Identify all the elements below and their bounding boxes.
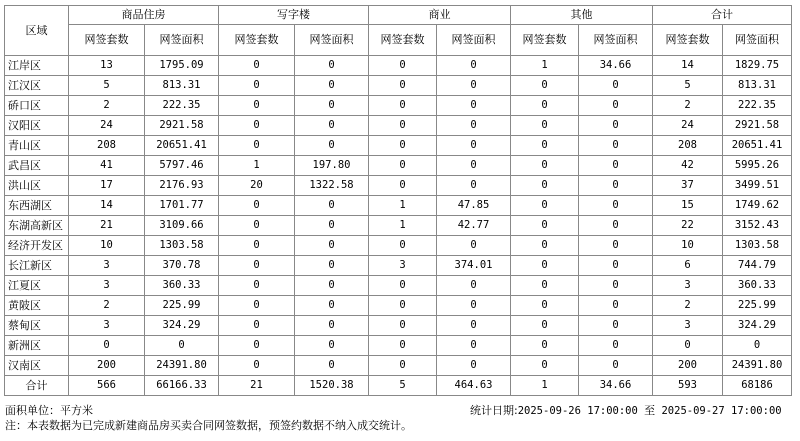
- header-sub-area: 网签面积: [295, 25, 369, 56]
- table-row: [5, 276, 792, 296]
- count-cell: 0: [511, 96, 579, 116]
- area-cell: 0: [437, 96, 511, 116]
- area-cell: 813.31: [145, 76, 219, 96]
- area-cell: 0: [295, 116, 369, 136]
- area-cell: 0: [295, 76, 369, 96]
- area-cell: 66166.33: [145, 376, 219, 396]
- district-name: 长江新区: [5, 256, 69, 276]
- count-cell: 1: [369, 196, 437, 216]
- count-cell: 6: [653, 256, 723, 276]
- district-name: 东西湖区: [5, 196, 69, 216]
- area-cell: 5797.46: [145, 156, 219, 176]
- count-cell: 0: [511, 336, 579, 356]
- count-cell: 0: [511, 136, 579, 156]
- area-cell: 0: [437, 56, 511, 76]
- count-cell: 0: [219, 76, 295, 96]
- table-row: [5, 116, 792, 136]
- area-cell: 464.63: [437, 376, 511, 396]
- header-sub-area: 网签面积: [723, 25, 792, 56]
- area-cell: 0: [295, 96, 369, 116]
- table-row: [5, 236, 792, 256]
- area-cell: 0: [437, 176, 511, 196]
- area-cell: 197.80: [295, 156, 369, 176]
- count-cell: 0: [369, 316, 437, 336]
- header-row-groups: [5, 6, 792, 25]
- table-row-total: [5, 376, 792, 396]
- count-cell: 0: [511, 176, 579, 196]
- count-cell: 1: [369, 216, 437, 236]
- area-cell: 0: [295, 56, 369, 76]
- area-cell: 0: [295, 196, 369, 216]
- table-row: [5, 156, 792, 176]
- count-cell: 0: [369, 296, 437, 316]
- area-cell: 360.33: [723, 276, 792, 296]
- count-cell: 0: [69, 336, 145, 356]
- header-row-sub: [5, 25, 792, 56]
- count-cell: 20: [219, 176, 295, 196]
- area-cell: 0: [437, 236, 511, 256]
- area-cell: 0: [295, 356, 369, 376]
- area-cell: 3109.66: [145, 216, 219, 236]
- count-cell: 0: [369, 276, 437, 296]
- area-cell: 0: [579, 356, 653, 376]
- district-name: 江汉区: [5, 76, 69, 96]
- count-cell: 2: [69, 96, 145, 116]
- area-cell: 1795.09: [145, 56, 219, 76]
- area-cell: 42.77: [437, 216, 511, 236]
- header-sub-area: 网签面积: [437, 25, 511, 56]
- count-cell: 3: [369, 256, 437, 276]
- area-cell: 3499.51: [723, 176, 792, 196]
- district-name: 新洲区: [5, 336, 69, 356]
- district-name: 江夏区: [5, 276, 69, 296]
- count-cell: 0: [511, 276, 579, 296]
- count-cell: 0: [369, 236, 437, 256]
- area-cell: 225.99: [723, 296, 792, 316]
- area-cell: 0: [295, 216, 369, 236]
- area-cell: 1322.58: [295, 176, 369, 196]
- count-cell: 0: [511, 236, 579, 256]
- header-group-residential: 商品住房: [69, 6, 219, 25]
- count-cell: 5: [653, 76, 723, 96]
- header-sub-count: 网签套数: [511, 25, 579, 56]
- district-name: 青山区: [5, 136, 69, 156]
- count-cell: 1: [219, 156, 295, 176]
- header-group-total: 合计: [653, 6, 792, 25]
- area-cell: 0: [437, 356, 511, 376]
- area-cell: 2921.58: [723, 116, 792, 136]
- area-cell: 1303.58: [145, 236, 219, 256]
- count-cell: 0: [511, 156, 579, 176]
- stat-date-to-word: 至: [644, 404, 656, 417]
- count-cell: 0: [219, 116, 295, 136]
- count-cell: 5: [369, 376, 437, 396]
- table-row: [5, 296, 792, 316]
- area-cell: 324.29: [723, 316, 792, 336]
- count-cell: 0: [369, 176, 437, 196]
- count-cell: 0: [219, 56, 295, 76]
- area-cell: 34.66: [579, 56, 653, 76]
- area-cell: 370.78: [145, 256, 219, 276]
- count-cell: 2: [69, 296, 145, 316]
- header-sub-count: 网签套数: [653, 25, 723, 56]
- count-cell: 0: [511, 356, 579, 376]
- area-cell: 0: [437, 156, 511, 176]
- area-cell: 1701.77: [145, 196, 219, 216]
- count-cell: 566: [69, 376, 145, 396]
- count-cell: 14: [653, 56, 723, 76]
- table-row: [5, 256, 792, 276]
- count-cell: 0: [511, 256, 579, 276]
- area-cell: 34.66: [579, 376, 653, 396]
- count-cell: 0: [369, 56, 437, 76]
- count-cell: 0: [219, 276, 295, 296]
- area-cell: 2921.58: [145, 116, 219, 136]
- table-row: [5, 176, 792, 196]
- count-cell: 208: [69, 136, 145, 156]
- count-cell: 0: [369, 136, 437, 156]
- area-cell: 0: [295, 256, 369, 276]
- table-row: [5, 96, 792, 116]
- header-sub-area: 网签面积: [579, 25, 653, 56]
- count-cell: 3: [653, 316, 723, 336]
- area-cell: 222.35: [145, 96, 219, 116]
- count-cell: 10: [653, 236, 723, 256]
- district-name: 武昌区: [5, 156, 69, 176]
- area-cell: 0: [437, 296, 511, 316]
- count-cell: 3: [653, 276, 723, 296]
- area-cell: 0: [295, 136, 369, 156]
- count-cell: 0: [369, 116, 437, 136]
- count-cell: 14: [69, 196, 145, 216]
- stat-date-from: 2025-09-26 17:00:00: [517, 405, 638, 417]
- area-cell: 225.99: [145, 296, 219, 316]
- header-sub-count: 网签套数: [69, 25, 145, 56]
- area-cell: 0: [295, 236, 369, 256]
- count-cell: 0: [219, 256, 295, 276]
- area-cell: 0: [295, 296, 369, 316]
- area-cell: 0: [437, 276, 511, 296]
- sales-table: [4, 5, 792, 396]
- count-cell: 0: [369, 356, 437, 376]
- count-cell: 0: [219, 136, 295, 156]
- area-cell: 324.29: [145, 316, 219, 336]
- area-cell: 0: [579, 156, 653, 176]
- count-cell: 5: [69, 76, 145, 96]
- area-cell: 0: [579, 276, 653, 296]
- area-cell: 0: [579, 316, 653, 336]
- area-cell: 20651.41: [723, 136, 792, 156]
- area-cell: 0: [437, 116, 511, 136]
- count-cell: 3: [69, 316, 145, 336]
- district-name: 江岸区: [5, 56, 69, 76]
- district-name: 东湖高新区: [5, 216, 69, 236]
- count-cell: 3: [69, 276, 145, 296]
- header-region: 区域: [5, 6, 69, 56]
- area-cell: 0: [579, 136, 653, 156]
- area-cell: 0: [437, 76, 511, 96]
- table-row: [5, 136, 792, 156]
- area-cell: 0: [145, 336, 219, 356]
- area-cell: 1749.62: [723, 196, 792, 216]
- count-cell: 41: [69, 156, 145, 176]
- total-label: 合计: [5, 376, 69, 396]
- area-unit-label: 面积单位：平方米: [5, 404, 93, 417]
- area-cell: 813.31: [723, 76, 792, 96]
- area-cell: 24391.80: [145, 356, 219, 376]
- area-cell: 0: [579, 216, 653, 236]
- area-cell: 24391.80: [723, 356, 792, 376]
- area-cell: 0: [723, 336, 792, 356]
- area-cell: 0: [579, 196, 653, 216]
- count-cell: 17: [69, 176, 145, 196]
- table-row: [5, 336, 792, 356]
- count-cell: 0: [219, 356, 295, 376]
- count-cell: 0: [511, 316, 579, 336]
- stat-date: [470, 403, 782, 419]
- count-cell: 0: [219, 196, 295, 216]
- count-cell: 0: [219, 336, 295, 356]
- count-cell: 1: [511, 56, 579, 76]
- area-cell: 0: [579, 76, 653, 96]
- area-cell: 0: [579, 116, 653, 136]
- count-cell: 0: [369, 156, 437, 176]
- count-cell: 15: [653, 196, 723, 216]
- count-cell: 0: [511, 116, 579, 136]
- area-cell: 0: [295, 316, 369, 336]
- table-row: [5, 216, 792, 236]
- area-cell: 0: [437, 316, 511, 336]
- district-name: 汉阳区: [5, 116, 69, 136]
- district-name: 硚口区: [5, 96, 69, 116]
- count-cell: 21: [69, 216, 145, 236]
- table-row: [5, 76, 792, 96]
- area-cell: 47.85: [437, 196, 511, 216]
- header-group-office: 写字楼: [219, 6, 369, 25]
- header-sub-count: 网签套数: [219, 25, 295, 56]
- footer-line: [4, 403, 791, 418]
- area-cell: 0: [295, 336, 369, 356]
- stat-date-label: 统计日期:: [470, 404, 518, 417]
- district-name: 蔡甸区: [5, 316, 69, 336]
- count-cell: 0: [511, 76, 579, 96]
- header-group-commercial: 商业: [369, 6, 511, 25]
- area-cell: 0: [437, 136, 511, 156]
- area-cell: 68186: [723, 376, 792, 396]
- district-name: 经济开发区: [5, 236, 69, 256]
- count-cell: 10: [69, 236, 145, 256]
- count-cell: 0: [219, 296, 295, 316]
- count-cell: 208: [653, 136, 723, 156]
- district-name: 黄陂区: [5, 296, 69, 316]
- area-cell: 1303.58: [723, 236, 792, 256]
- count-cell: 1: [511, 376, 579, 396]
- area-cell: 1520.38: [295, 376, 369, 396]
- count-cell: 0: [219, 236, 295, 256]
- district-name: 洪山区: [5, 176, 69, 196]
- count-cell: 42: [653, 156, 723, 176]
- table-row: [5, 316, 792, 336]
- count-cell: 200: [653, 356, 723, 376]
- footnote: 注：本表数据为已完成新建商品房买卖合同网签数据，预签约数据不纳入成交统计。: [5, 419, 412, 432]
- table-row: [5, 196, 792, 216]
- area-cell: 0: [579, 336, 653, 356]
- table-row: [5, 56, 792, 76]
- area-cell: 0: [579, 256, 653, 276]
- header-sub-count: 网签套数: [369, 25, 437, 56]
- count-cell: 0: [653, 336, 723, 356]
- count-cell: 0: [369, 336, 437, 356]
- table-row: [5, 356, 792, 376]
- count-cell: 0: [511, 296, 579, 316]
- area-cell: 222.35: [723, 96, 792, 116]
- count-cell: 200: [69, 356, 145, 376]
- count-cell: 593: [653, 376, 723, 396]
- count-cell: 0: [369, 76, 437, 96]
- area-cell: 374.01: [437, 256, 511, 276]
- count-cell: 2: [653, 96, 723, 116]
- count-cell: 0: [511, 196, 579, 216]
- count-cell: 0: [511, 216, 579, 236]
- stat-date-to: 2025-09-27 17:00:00: [661, 405, 782, 417]
- district-name: 汉南区: [5, 356, 69, 376]
- header-sub-area: 网签面积: [145, 25, 219, 56]
- area-cell: 0: [579, 96, 653, 116]
- count-cell: 22: [653, 216, 723, 236]
- sales-table-container: [4, 5, 791, 396]
- count-cell: 0: [219, 96, 295, 116]
- count-cell: 24: [69, 116, 145, 136]
- area-cell: 0: [579, 176, 653, 196]
- area-cell: 0: [437, 336, 511, 356]
- area-cell: 0: [579, 236, 653, 256]
- count-cell: 0: [219, 316, 295, 336]
- count-cell: 13: [69, 56, 145, 76]
- area-cell: 5995.26: [723, 156, 792, 176]
- area-cell: 0: [295, 276, 369, 296]
- area-cell: 360.33: [145, 276, 219, 296]
- header-group-other: 其他: [511, 6, 653, 25]
- count-cell: 3: [69, 256, 145, 276]
- count-cell: 0: [219, 216, 295, 236]
- area-cell: 2176.93: [145, 176, 219, 196]
- count-cell: 37: [653, 176, 723, 196]
- count-cell: 21: [219, 376, 295, 396]
- count-cell: 24: [653, 116, 723, 136]
- area-cell: 0: [579, 296, 653, 316]
- area-cell: 1829.75: [723, 56, 792, 76]
- area-cell: 20651.41: [145, 136, 219, 156]
- area-cell: 3152.43: [723, 216, 792, 236]
- area-cell: 744.79: [723, 256, 792, 276]
- count-cell: 2: [653, 296, 723, 316]
- count-cell: 0: [369, 96, 437, 116]
